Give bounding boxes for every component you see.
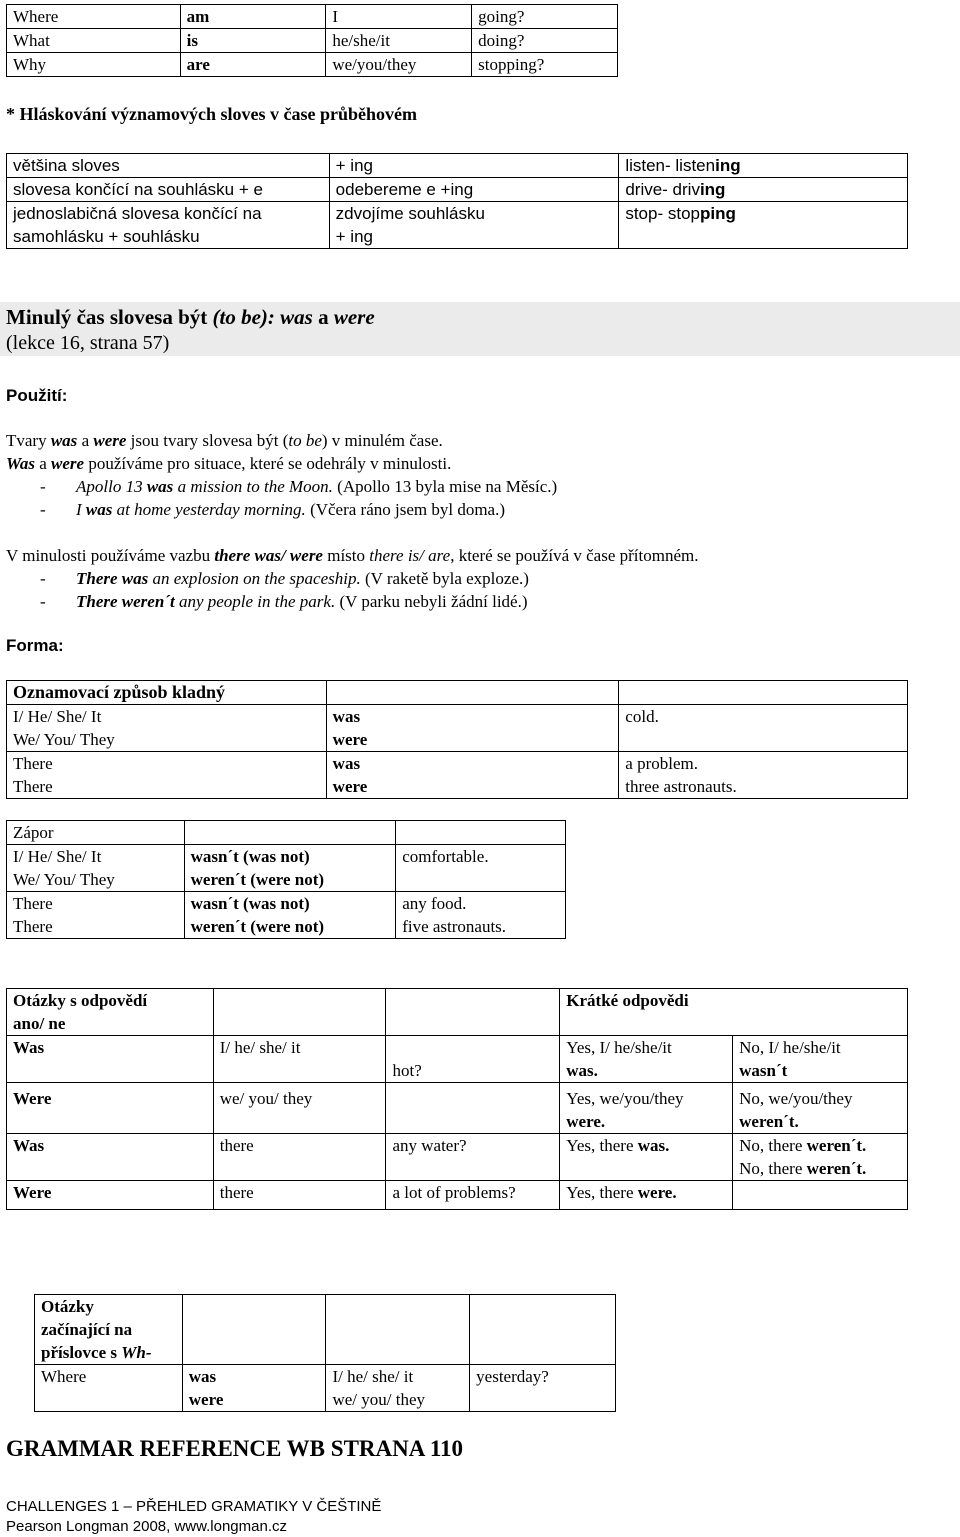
subject-cell: I/ He/ She/ It We/ You/ They — [7, 705, 327, 752]
table-row — [7, 29, 618, 53]
question-subject: I/ he/ she/ it — [213, 1036, 386, 1083]
table-row — [7, 1181, 908, 1210]
table-row — [7, 705, 908, 752]
rule-cell: slovesa končící na souhlásku + e — [7, 178, 330, 202]
footer — [6, 1497, 381, 1537]
question-word: Why — [7, 53, 181, 77]
table-row — [35, 1365, 616, 1412]
subject: he/she/it — [326, 29, 472, 53]
question-verb: Were — [7, 1083, 214, 1134]
question-verb: Was — [7, 1134, 214, 1181]
spelling-title: * Hláskování významových sloves v čase průběhovém — [6, 104, 418, 124]
form-label: Forma: — [6, 636, 64, 655]
rule-cell: většina sloves — [7, 154, 330, 178]
ending-cell: yesterday? — [470, 1365, 616, 1412]
subject-cell: I/ He/ She/ It We/ You/ They — [7, 845, 185, 892]
question-verb: Was — [7, 1036, 214, 1083]
subject: I — [326, 5, 472, 29]
usage-line-3: V minulosti používáme vazbu there was/ were místo there is/ are, které se používá v čase přítomném. — [6, 546, 699, 565]
yes-answer: Yes, there was. — [560, 1134, 733, 1181]
short-answers-header: Krátké odpovědi — [560, 989, 908, 1036]
footer-publisher: Pearson Longman 2008, www.longman.cz — [6, 1518, 288, 1535]
no-answer: No, there weren´t. No, there weren´t. — [733, 1134, 908, 1181]
yes-answer: Yes, there were. — [560, 1181, 733, 1210]
question-word: Where — [7, 5, 181, 29]
table-row — [7, 1083, 908, 1134]
table-row — [7, 53, 618, 77]
verb-cell: wasn´t (was not) weren´t (were not) — [184, 892, 396, 939]
yes-answer: Yes, I/ he/she/it was. — [560, 1036, 733, 1083]
rule-cell: jednoslabičná slovesa končící na samohlásku + souhlásku — [7, 202, 330, 249]
change-cell: odebereme e +ing — [329, 178, 619, 202]
question-word: Where — [35, 1365, 183, 1412]
question-word: What — [7, 29, 181, 53]
table-row — [7, 178, 908, 202]
example-cell: stop- stopping — [619, 202, 908, 249]
table-row — [7, 821, 566, 845]
table-row — [7, 845, 566, 892]
affirmative-table — [6, 680, 908, 799]
auxiliary: am — [180, 5, 326, 29]
table-row — [7, 681, 908, 705]
example-text-3: There was an explosion on the spaceship. (V raketě byla exploze.) — [76, 569, 529, 588]
negative-header: Zápor — [7, 821, 185, 845]
change-cell: zdvojíme souhlásku + ing — [329, 202, 619, 249]
section-heading: Minulý čas slovesa být (to be): was a were — [6, 305, 375, 329]
question-ending: a lot of problems? — [386, 1181, 560, 1210]
no-answer: No, I/ he/she/it wasn´t — [733, 1036, 908, 1083]
yes-answer: Yes, we/you/they were. — [560, 1083, 733, 1134]
example-cell: listen- listening — [619, 154, 908, 178]
auxiliary: is — [180, 29, 326, 53]
verb-cell: was were — [182, 1365, 326, 1412]
change-cell: + ing — [329, 154, 619, 178]
questions-header: Otázky s odpovědí ano/ ne — [7, 989, 214, 1036]
table-row — [7, 892, 566, 939]
verb-ing: doing? — [472, 29, 618, 53]
table-row — [7, 154, 908, 178]
subject-cell: There There — [7, 892, 185, 939]
verb-cell: was were — [326, 705, 619, 752]
question-subject: there — [213, 1134, 386, 1181]
affirmative-header: Oznamovací způsob kladný — [7, 681, 327, 705]
usage-line-1: Tvary was a were jsou tvary slovesa být (to be) v minulém čase. — [6, 431, 443, 450]
subject-cell: There There — [7, 752, 327, 799]
table-row — [7, 202, 908, 249]
example-text-2: I was at home yesterday morning. (Včera ráno jsem byl doma.) — [76, 500, 506, 519]
ending-cell: a problem. three astronauts. — [619, 752, 908, 799]
table-row — [7, 5, 618, 29]
footer-title: CHALLENGES 1 – PŘEHLED GRAMATIKY V ČEŠTINĚ — [6, 1498, 382, 1515]
example-line-3: - — [40, 569, 46, 588]
table-row — [7, 1036, 908, 1083]
verb-ing: going? — [472, 5, 618, 29]
example-line-4: - — [40, 592, 46, 611]
question-subject: we/ you/ they — [213, 1083, 386, 1134]
verb-ing: stopping? — [472, 53, 618, 77]
example-cell: drive- driving — [619, 178, 908, 202]
auxiliary: are — [180, 53, 326, 77]
usage-line-2: Was a were používáme pro situace, které se odehrály v minulosti. — [6, 454, 452, 473]
example-text-1: Apollo 13 was a mission to the Moon. (Apollo 13 byla mise na Měsíc.) — [76, 477, 558, 496]
questions-table — [6, 988, 908, 1210]
negative-table — [6, 820, 566, 939]
wh-progressive-table — [6, 4, 618, 77]
subject: we/you/they — [326, 53, 472, 77]
example-line-1: - — [40, 477, 46, 496]
question-verb: Were — [7, 1181, 214, 1210]
table-row — [35, 1295, 616, 1365]
section-subheading: (lekce 16, strana 57) — [6, 332, 170, 354]
usage-label: Použití: — [6, 386, 68, 405]
question-ending: hot? — [386, 1036, 560, 1083]
grammar-reference: GRAMMAR REFERENCE WB STRANA 110 — [6, 1436, 464, 1461]
spelling-table — [6, 153, 908, 249]
table-row — [7, 1134, 908, 1181]
ending-cell: any food. five astronauts. — [396, 892, 566, 939]
verb-cell: wasn´t (was not) weren´t (were not) — [184, 845, 396, 892]
subject-cell: I/ he/ she/ it we/ you/ they — [326, 1365, 470, 1412]
no-answer: No, we/you/they weren´t. — [733, 1083, 908, 1134]
ending-cell: comfortable. — [396, 845, 566, 892]
example-text-4: There weren´t any people in the park. (V parku nebyli žádní lidé.) — [76, 592, 528, 611]
wh-header: Otázky začínající na příslovce s Wh- — [35, 1295, 183, 1365]
wh-questions-table — [34, 1294, 616, 1412]
question-subject: there — [213, 1181, 386, 1210]
verb-cell: was were — [326, 752, 619, 799]
table-row — [7, 752, 908, 799]
example-line-2: - — [40, 500, 46, 519]
table-row — [7, 989, 908, 1036]
ending-cell: cold. — [619, 705, 908, 752]
question-ending: any water? — [386, 1134, 560, 1181]
